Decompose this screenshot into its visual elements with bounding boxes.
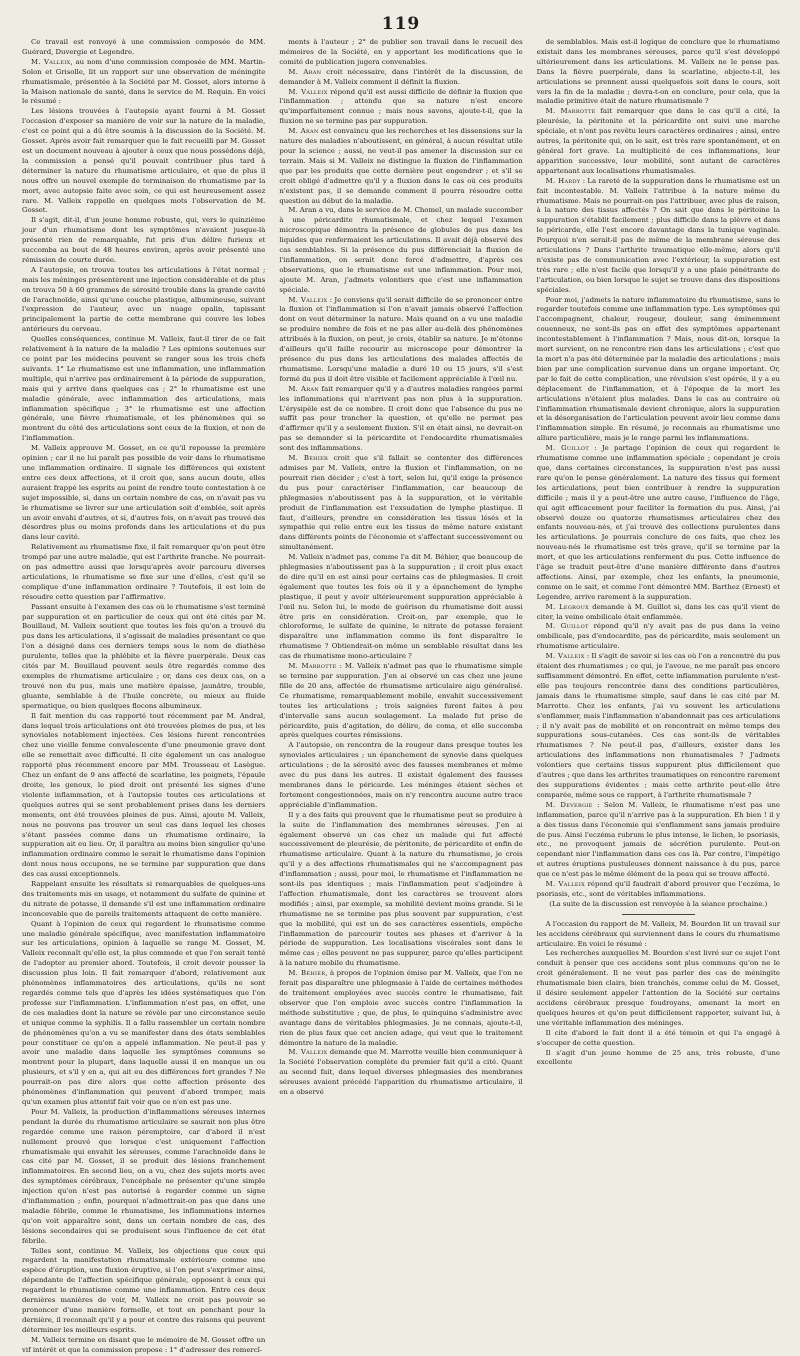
paragraph-text: Quant à l'opinion de ceux qui regardent le rhumatisme comme une maladie générale spécifique, avec manifestation inflammatoire sur les articulations, opinion à laquelle se range M. Gosset, M. Valleix reconnaît qu'elle est, la plus commode et que l'on serait tenté de l'adopter au premier abord. Toutefois, il croit devoir pousser la discussion plus loin. Il fait remarquer d'abord, relativement aux phénomènes inflammatoires des articulations, qu'ils ne sont regardés comme tels que d'après les idées systématiques que l'on professe sur l'inflammation. L'inflammation n'est pas, en effet, une de ces maladies dont la nature se révèle par une circonstance seule et unique comme la syphilis. Il a fallu rassembler un certain nombre de phénomènes qu'on a vu se manifester dans des états semblables pour constituer ce qu'on a appelé inflammation. Ne peut-il pas y avoir une maladie dans laquelle les symptômes communs se montrent pour la plupart, dans laquelle aussi il en manque un ou plusieurs, et s'il y en a, qui ait eu des différences fort grandes ? Ne pourrait-on pas dire alors que cette affection présente des phénomènes d'inflammation qui peuvent d'abord tromper, mais qu'un examen plus attentif fait voir que ce n'en est pas une.: [22, 919, 266, 1106]
paragraph: [22, 216, 265, 266]
paragraph: [22, 1108, 265, 1247]
speaker-name: M. Béhier: [288, 454, 329, 463]
paragraph-text: Quelles conséquences, continue M. Valleix, faut-il tirer de ce fait relativement à la nature de la maladie ? Les opinions soutenues sur ce point par les médecins peuvent se ranger sous les trois chefs suivants. 1° Le rhumatisme est une inflammation, une inflammation multiple, qui n'arrive pas ordinairement à la période de suppuration, mais qui y arrive dans quelques cas ; 2° le rhumatisme est une maladie générale, avec inflammation des articulations, mais inflammation spécifique ; 3° le rhumatisme est une affection générale, une fièvre rhumatismale, et les phénomènes qui se montrent du côté des articulations sont ceux de la fluxion, et non de l'inflammation.: [22, 335, 266, 443]
paragraph: [22, 603, 265, 712]
paragraph-text: répond qu'il faudrait d'abord prouver que l'eczéma, le psoriasis, etc., sont de véritables inflammations.: [536, 880, 780, 898]
paragraph: [279, 127, 522, 206]
paragraph-text: croit que s'il fallait se contenter des différences admises par M. Valleix, entre la fluxion et l'inflammation, on ne pourrait rien décider ; c'est à tort, selon lui, qu'il exige la présence du pus pour caractériser l'inflammation, car beaucoup de phlegmasies n'aboutissent pas à la suppuration, et le véritable produit de l'inflammation est l'exsudation de lymphe plastique. Il faut, d'ailleurs, prendre en considération les tissus lésés et la sympathie qui relie entre eux les tissus de même nature existant dans différents points de l'économie et s'affectant successivement ou simultanément.: [279, 454, 523, 552]
paragraph: [537, 920, 780, 950]
paragraph: [537, 900, 780, 910]
section-separator: [622, 914, 695, 915]
speaker-name: M. Devergie: [545, 800, 593, 809]
paragraph: [22, 38, 265, 58]
paragraph-text: Il y a des faits qui prouvent que le rhumatisme peut se produire à la suite de l'inflammation des membranes séreuses. J'en ai également observé un cas chez un malade qui fut affecté successivement de pleurésie, de péritonite, de péricardite et enfin de rhumatisme articulaire. Quant à la nature du rhumatisme, je crois qu'il y a des affections rhumatismales qui ne s'accompagnent pas d'inflammation ; aussi, pour moi, le rhumatisme et l'inflammation ne sont-ils pas identiques ; mais l'inflammation peut s'adjoindre à l'affection rhumatismale, dont les caractères se trouvent alors modifiés ; ainsi, par exemple, sa mobilité devient moins grande. Si le rhumatisme ne se termine pas plus souvent par suppuration, c'est que la mobilité, qui est un de ses caractères essentiels, empêche l'inflammation de parcourir toutes ses phases et d'arriver à la période de suppuration. Les localisations viscérales sont dans le même cas ; elles peuvent ne pas suppurer, parce qu'elles participent à la nature mobile du rhumatisme.: [279, 810, 523, 968]
paragraph-text: Pour M. Valleix, la production d'inflammations séreuses internes pendant la durée du rhumatisme articulaire se saurait non plus être regardée comme une raison péremptoire, car d'abord il n'est nullement prouvé que lorsque c'est uniquement l'affection rhumatismale qui envahit les séreuses, comme l'arachnoïde dans le cas cité par M. Gosset, il se produit des lésions franchement inflammatoires. En second lieu, on a vu, chez des sujets morts avec des symptômes cérébraux, l'encéphale ne présenter qu'une simple injection qu'on n'est pas autorisé à regarder comme un signe d'inflammation ; enfin, pourquoi n'admettrait-on pas que dans une maladie fébrile, comme le rhumatisme, les inflammations internes qu'on voit apparaître sont, dans un certain nombre de cas, des lésions secondaires qui se produisent sous l'influence de cet état fébrile.: [22, 1107, 266, 1245]
paragraph: [537, 880, 780, 900]
paragraph-text: demande à M. Guillot si, dans les cas qu'il vient de citer, la veine ombilicale était enflammée.: [536, 602, 780, 621]
paragraph: [537, 1029, 780, 1049]
column-left: [22, 38, 265, 1356]
paragraph: [279, 741, 522, 810]
speaker-name: M. Guillot: [545, 444, 589, 453]
column-middle: [279, 38, 522, 1356]
paragraph-text: (La suite de la discussion est renvoyée à la séance prochaine.): [549, 899, 768, 908]
paragraph: [22, 712, 265, 880]
paragraph-text: M. Aran a vu, dans le service de M. Chomel, un malade succomber à une péricardite rhumatismale, et chez lequel l'examen microscopique démontra la présence de globules de pus dans les liquides que renfermaient les articulations. Il avait déjà observé des cas semblables. Si la présence du pus différenciait la fluxion de l'inflammation, on serait donc forcé d'admettre, d'après ces observations, que le rhumatisme est une inflammation. Pour moi, ajoute M. Aran, j'admets volontiers que c'est une inflammation spéciale.: [279, 206, 523, 294]
paragraph: [537, 38, 780, 107]
paragraph-text: Les recherches auxquelles M. Bourdon s'est livré sur ce sujet l'ont conduit à penser que ces accidens sont plus communs qu'on ne le croit généralement. Il ne veut pas parler des cas de méningite rhumatismale bien clairs, bien tranchés, comme celui de M. Gosset, il désire seulement appeler l'attention de la Société sur certains accidens cérébraux presque foudroyans, amenant la mort en quelques heures et qu'on peut difficilement rapporter, suivant lui, à une véritable inflammation des méninges.: [536, 949, 780, 1027]
paragraph: [22, 266, 265, 335]
paragraph: [22, 1336, 265, 1356]
speaker-name: M. Béhier: [288, 969, 326, 978]
speaker-name: M. Valleix: [288, 1048, 328, 1057]
paragraph-text: Les lésions trouvées à l'autopsie ayant fourni à M. Gosset l'occasion d'exposer sa manière de voir sur la nature de la maladie, c'est ce point qui a dû être soumis à la discussion de la Société. M. Gosset. Après avoir fait remarquer que le fait recueilli par M. Gosset est un document nouveau à ajouter à ceux que nous possédons déjà, la commission a pensé qu'il pouvait contribuer plus tard à déterminer la nature du rhumatisme articulaire, et que de plus il nous offre un nouvel exemple de terminaison de rhumatisme par la mort, avec autopsie faite avec soin, ce qui est heureusement assez rare. M. Valleix rappelle en quelques mots l'observation de M. Gosset.: [22, 107, 266, 215]
paragraph: [279, 662, 522, 741]
speaker-name: M. Aran: [288, 384, 319, 393]
paragraph: [537, 107, 780, 176]
paragraph: [22, 880, 265, 920]
paragraph-text: Rappelant ensuite les résultats si remarquables de quelques-uns des traitements mis en usage, et notamment du sulfate de quinine et du nitrate de potasse, il demande s'il est une inflammation ordinaire inconcevable que de pareils traitements attaquent de cette manière.: [22, 880, 266, 918]
paragraph: [279, 553, 522, 662]
paragraph-text: Il fait mention du cas rapporté tout récemment par M. Andral, dans lequel trois articulations ont été trouvées pleines de pus, et les synoviales notablement injectées. Ces lésions furent rencontrées chez une vieille femme convalescente d'une pneumonie grave dont elle se remettait avec difficulté. Il cite également un cas analogue rapporté plus récemment encore par MM. Trousseau et Lasègue. Chez un enfant de 9 ans affecté de scarlatine, les poignets, l'épaule droite, les genoux, le pied droit ont présenté les signes d'une violente inflammation, et à l'autopsie toutes ces articulations et quelques autres qui se sont probablement prises dans les derniers moments, ont été trouvées pleines de pus. Ainsi, ajoute M. Valleix, nous ne pouvons pas trouver un seul cas dans lequel les choses s'étant passées comme dans un rhumatisme ordinaire, la suppuration ait eu lieu. Or, il paraîtra au moins bien singulier qu'une inflammation ordinaire comme le serait le rhumatisme dans l'opinion dont nous nous occupons, ne se termine par suppuration que dans des cas aussi exceptionnels.: [22, 711, 266, 879]
paragraph: [537, 622, 780, 652]
paragraph-text: fait remarquer que dans le cas qu'il a cité, la pleurésie, la péritonite et la péricardite ont suivi une marche spéciale, et n'ont pas revêtu leurs caractères ordinaires ; ainsi, entre autres, la péritonite qui, on le sait, est très rare spontanément, et en général fort grave. La multiplicité de ces inflammations, leur apparition successive, leur mobilité, sont autant de caractères appartenant aux localisations rhumatismales.: [536, 107, 780, 175]
paragraph: [22, 335, 265, 444]
paragraph: [537, 177, 780, 296]
paragraph: [279, 38, 522, 68]
paragraph: [279, 88, 522, 128]
paragraph: [279, 385, 522, 454]
paragraph: [22, 107, 265, 216]
speaker-name: M. Hardy: [545, 176, 581, 185]
paragraph: [537, 949, 780, 1028]
paragraph-text: : Je conviens qu'il serait difficile de se prononcer entre la fluxion et l'inflammation si l'on n'avait jamais observé l'affection dont on veut déterminer la nature. Mais quand on a vu une maladie se produire nombre de fois et ne pas aller au-delà des phénomènes attribués à la fluxion, on peut, je crois, établir sa nature. Je m'étonne d'ailleurs qu'il faille recourir au microscope pour démontrer la présence du pus dans les articulations des malades affectés de rhumatisme. Lorsqu'une maladie a duré 10 ou 15 jours, s'il s'est formé du pus il doit être visible et facilement appréciable à l'œil nu.: [279, 295, 523, 383]
paragraph: [537, 296, 780, 445]
speaker-name: M. Valleix: [545, 880, 585, 889]
paragraph-text: M. Valleix n'admet pas, comme l'a dit M. Béhier, que beaucoup de phlegmasies n'aboutissent pas à la suppuration ; il croit plus exact de dire qu'il en est ainsi pour certains cas de phlegmasies. Il croit également que toutes les fois où il y a épanchement de lymphe plastique, il peut y avoir ultérieurement suppuration appréciable à l'œil nu. Selon lui, le mode de guérison du rhumatisme doit aussi être pris en considération. Croit-on, par exemple, que le chloroforme, le sulfate de quinine, le nitrate de potasse feraient disparaître une inflammation comme ils font disparaître le rhumatisme ? Obtiendrait-on même un semblable résultat dans les cas de rhumatisme mono-articulaire ?: [279, 553, 523, 661]
paragraph: [279, 206, 522, 295]
paragraph-text: ments à l'auteur ; 2° de publier son travail dans le recueil des mémoires de la Société, en y apportant les modifications que le comité de publication jugera convenables.: [279, 38, 523, 66]
paragraph-text: A l'occasion du rapport de M. Valleix, M. Bourdon lit un travail sur les accidens cérébraux qui surviennent dans le cours du rhumatisme articulaire. En voici le résumé :: [536, 919, 780, 948]
paragraph: [537, 603, 780, 623]
paragraph-text: M. Valleix termine en disant que le mémoire de M. Gosset offre un vif intérêt et que la commission propose : 1° d'adresser des remercî-: [22, 1335, 266, 1354]
paragraph-text: de semblables. Mais est-il logique de conclure que le rhumatisme existait dans les membranes séreuses, parce qu'il s'est développé ultérieurement dans les articulations. M. Valleix ne le pense pas. Dans la fièvre puerpérale, dans la scarlatine, objecte-t-il, les articulations se prennent aussi quelquefois soit dans le cours, soit vers la fin de la maladie ; devra-t-on en conclure, pour cela, que la maladie primitive était de nature rhumatismale ?: [536, 38, 780, 106]
paragraph-text: Il cite d'abord le fait dont il a été témoin et qui l'a engagé à s'occuper de cette question.: [536, 1028, 780, 1047]
paragraph-text: Passant ensuite à l'examen des cas où le rhumatisme s'est terminé par suppuration et en particulier de ceux qui ont été cités par M. Bouillaud, M. Valleix soutient que toutes les fois qu'on a trouvé du pus dans les articulations, il s'agissait de maladies présentant ce que l'on a désigné dans ces derniers temps sous le nom de diathèse purulente, telles que la phlébite et la fièvre puerpérale. Deux cas cités par M. Bouillaud peuvent seuls être regardés comme des exemples de rhumatisme articulaire ; or, dans ces deux cas, on a trouvé non du pus, mais une matière épaisse, jaunâtre, trouble, gluante, semblable à de l'huile concrète, ou mieux au fluide spermatique, ou bien quelques flocons albumineux.: [22, 602, 266, 710]
speaker-name: M. Marrotte: [545, 107, 596, 116]
speaker-name: M. Valleix: [288, 295, 328, 304]
paragraph: [537, 652, 780, 801]
paragraph-text: croit nécessaire, dans l'intérêt de la discussion, de demander à M. Valleix comment il définit la fluxion.: [279, 67, 523, 86]
paragraph: [22, 58, 265, 108]
paragraph-text: A l'autopsie, on rencontra de la rougeur dans presque toutes les synoviales articulaires ; un épanchement de synovie dans quelques articulations ; de la sérosité avec des fausses membranes et même avec du pus dans les autres. Il existait également des fausses membranes dans le péricarde. Les méninges étaient sèches et fortement congestionnées, mais on n'y rencontra aucune autre trace appréciable d'inflammation.: [279, 741, 523, 809]
speaker-name: M. Legroux: [545, 602, 589, 611]
paragraph-text: , à propos de l'opinion émise par M. Valleix, que l'on ne ferait pas disparaître une phlegmasie à l'aide de certaines méthodes de traitement employées avec succès contre le rhumatisme, fait observer que l'on emploie avec succès contre l'inflammation la méthode substitutive ; que, de plus, le quinquina s'administre avec avantage dans de véritables phlegmasies. Je ne connais, ajoute-t-il, rien de plus faux que cet ancien adage, qui veut que le traitement démontre la nature de la maladie.: [279, 969, 523, 1047]
page-number: 119: [381, 14, 421, 34]
paragraph: [22, 920, 265, 1108]
paragraph: [279, 1048, 522, 1098]
paragraph-text: Telles sont, continue M. Valleix, les objections que ceux qui regardent la manifestation rhumatismale extérieure comme une espèce d'éruption, une fluxion éruptive, si l'on peut s'exprimer ainsi, dépendante de l'affection spécifique générale, opposent à ceux qui regardent le rhumatisme comme une inflammation. Entre ces deux dernières manières de voir, M. Valleix ne croit pas pouvoir se prononcer d'une manière formelle, et tout en penchant pour la dernière, il reconnaît qu'il y a pour et contre des raisons qui peuvent déterminer les meilleurs esprits.: [22, 1246, 266, 1334]
paragraph: [537, 444, 780, 603]
speaker-name: M. Marrotte: [288, 662, 337, 671]
paragraph-text: Il s'agit, dit-il, d'un jeune homme robuste, qui, vers le quinzième jour d'un rhumatisme dont les symptômes n'avaient jusque-là présenté rien de remarquable, fut pris d'un délire furieux et succomba au bout de 48 heures environ, après avoir présenté une rémission de courte durée.: [22, 216, 266, 264]
speaker-name: M. Valleix: [288, 87, 328, 96]
paragraph-text: Il s'agit d'un jeune homme de 25 ans, très robuste, d'une excellente: [536, 1048, 780, 1067]
paragraph: [537, 1049, 780, 1069]
paragraph-text: demande que M. Marrotte veuille bien communiquer à la Société l'observation complète du premier fait qu'il a cité. Quant au second fait, dans lequel diverses phlegmasies des membranes séreuses avaient précédé l'apparition du rhumatisme articulaire, il en a observé: [279, 1048, 523, 1097]
speaker-name: M. Aran: [288, 67, 322, 76]
paragraph: [22, 444, 265, 543]
paragraph-text: A l'autopsie, on trouva toutes les articulations à l'état normal ; mais les méninges présentèrent une injection considérable et de plus on trouva 50 à 60 grammes de sérosité trouble dans la grande cavité de l'arachnoïde, ainsi qu'une couche plastique, albumineuse, suivant l'expression de l'auteur, avec un nuage opalin, tapissant principalement la partie de cette membrane qui couvre les lobes antérieurs du cerveau.: [22, 265, 266, 334]
paragraph-text: fait remarquer qu'il y a d'autres maladies rangées parmi les inflammations qui n'arrivent pas non plus à la suppuration. L'érysipèle est de ce nombre. Il croit donc que l'absence du pus ne suffit pas pour trancher la question, et qu'elle ne permet pas d'affirmer qu'il y a seulement fluxion. S'il en était ainsi, ne devrait-on pas se demander si la péricardite et l'endocardite rhumatismales sont des inflammations.: [279, 384, 523, 453]
column-right: [537, 38, 780, 1356]
paragraph: [279, 296, 522, 385]
paragraph-text: répond qu'il est aussi difficile de définir la fluxion que l'inflammation ; attendu que sa nature n'est encore qu'imparfaitement connue ; mais nous savons, ajoute-t-il, que la fluxion ne se termine pas par suppuration.: [279, 87, 523, 126]
paragraph: [279, 811, 522, 970]
paragraph: [279, 68, 522, 88]
paragraph: [537, 801, 780, 880]
speaker-name: M. Valleix: [31, 57, 71, 66]
paragraph-text: : La rareté de la suppuration dans le rhumatisme est un fait incontestable. M. Valleix l'attribue à la nature même du rhumatisme. Mais ne pourrait-on pas l'attribuer, avec plus de raison, à la nature des tissus affectés ? On sait que dans le péritoine la suppuration s'établit facilement ; plus difficile dans la plèvre et dans le péricarde, elle l'est encore davantage dans la tunique vaginale. Pourquoi n'en serait-il pas de même de la membrane séreuse des articulations ? Dans l'arthrite traumatique elle-même, alors qu'il n'existe pas de communication avec l'extérieur, la suppuration est très rare ; elle n'est facile que lorsqu'il y a une plaie pénétrante de l'articulation, ou bien lorsque le sujet se trouve dans des dispositions spéciales.: [536, 176, 780, 294]
paragraph-text: est convaincu que les recherches et les dissensions sur la nature des maladies n'aboutissent, en général, à aucun résultat utile pour la science ; aussi, ne veut-il pas amener la discussion sur ce terrain. Mais si M. Valleix ne distingue la fluxion de l'inflammation que par les produits que cette dernière peut engendrer ; et s'il se croit obligé d'admettre qu'il y a fluxion dans le cas où ces produits n'existent pas, il se demande comment il pourra résoudre cette question au début de la maladie.: [279, 127, 523, 205]
paragraph-text: Pour moi, j'admets la nature inflammatoire du rhumatisme, sans le regarder toutefois comme une inflammation type. Les symptômes qui l'accompagnent, chaleur, rougeur, douleur, sang éminemment couenneux, ne sont-ils pas en effet des symptômes appartenant incontestablement à l'inflammation ? Mais, nous dit-on, lorsque la mort survient, on ne rencontre rien dans les articulations ; c'est que la mort n'a pas été déterminée par la maladie des articulations ; mais bien par une complication survenue dans un organe important. Or, par le fait de cette complication, une révulsion s'est opérée, il y a eu déplacement de l'inflammation, et à l'époque de la mort les articulations n'étaient plus malades. Dans le cas au contraire où l'inflammation rhumatismale devient chronique, alors la suppuration et la désorganisation de l'articulation peuvent avoir lieu comme dans l'inflammation simple. En résumé, je reconnais au rhumatisme une allure particulière, mais je le range parmi les inflammations.: [536, 295, 780, 443]
paragraph-text: : Selon M. Valleix, le rhumatisme n'est pas une inflammation, parce qu'il n'arrive pas à la suppuration. Eh bien ! il y a des tissus dans l'économie qui s'enflamment sans jamais produire de pus. Ainsi l'eczéma rubrum le plus intense, le lichen, le psoriasis, etc., ne provoquent jamais de sécrétion purulente. Peut-on cependant nier l'inflammation dans ces cas là. Par contre, l'impétigo et autres éruptions pustuleuses donnent naissance à du pus, parce que ce n'est pas le même élément de la peau qui se trouve affecté.: [536, 800, 780, 879]
paragraph: [22, 1247, 265, 1336]
speaker-name: M. Valleix: [545, 652, 585, 661]
paragraph: [279, 454, 522, 553]
paragraph-text: M. Valleix approuve M. Gosset, en ce qu'il repousse la première opinion ; car il ne lui paraît pas possible de voir dans le rhumatisme une inflammation ordinaire. Il signale les différences qui existent entre ces deux affections, et il croit que, sans aucun doute, elles auraient frappé les esprits au point de rendre toute contestation à ce sujet impossible, si, dans un certain nombre de cas, on n'avait pas vu le rhumatisme se livrer sur une articulation soit d'emblée, soit après un avoir envahi d'autres, et si, d'autres fois, on n'avait pas trouvé des désordres plus ou moins profonds dans les articulations et du pus dans leur cavité.: [22, 444, 266, 542]
paragraph-text: : M. Valleix n'admet pas que le rhumatisme simple se termine par suppuration. J'en ai observé un cas chez une jeune fille de 20 ans, affectée de rhumatisme articulaire aigu généralisé. Ce rhumatisme, remarquablement mobile, envahit successivement toutes les articulations ; trois saignées furent faites à peu d'intervalle sans aucun soulagement. La malade fut prise de péricardite, puis d'agitation, de délire, de coma, et elle succomba après quelques courtes rémissions.: [279, 662, 523, 740]
paragraph-text: , au nom d'une commission composée de MM. Martin-Solon et Grisolle, lit un rapport sur une observation de méningite rhumatismale, présentée à la Société par M. Gosset, alors interne à la Maison nationale de santé, dans le service de M. Requin. En voici le résumé :: [22, 57, 266, 106]
text-columns: [22, 38, 780, 1354]
speaker-name: M. Guillot: [545, 622, 589, 631]
paragraph-text: : Il s'agit de savoir si les cas où l'on a rencontré du pus étaient des rhumatismes ; ce qui, je l'avoue, ne me paraît pas encore suffisamment démontré. En effet, cette inflammation purulente n'est-elle pas toujours rencontrée dans des conditions particulières, jamais dans le rhumatisme simple, sauf dans le cas cité par M. Marrotte. Chez les enfants, j'ai vu souvent les articulations s'enflammer, mais l'inflammation n'abandonnait pas ces articulations ; il n'y avait pas de mobilité et on rencontrait en même temps des suppurations sous-cutanées. Ces cas sont-ils de véritables rhumatismes ? Ne peut-il pas, d'ailleurs, exister dans les articulations des inflammations non rhumatismales ? J'admets volontiers que certains tissus suppurent plus difficilement que d'autres ; que dans les arthrites traumatiques on rencontre rarement des suppurations évidentes ; mais cette arthrite peut-elle être comparée, même sous ce rapport, à l'arthrite rhumatismale ?: [536, 652, 780, 799]
paragraph-text: : Je partage l'opinion de ceux qui regardent le rhumatisme comme une inflammation spéciale ; cependant je crois que, dans certaines circonstances, la suppuration n'est pas aussi rare qu'on le pense généralement. La nature des tissus qui forment les articulations, peut bien contribuer à rendre la suppuration difficile ; mais il y a peut-être une autre cause, l'influence de l'âge, qui agit efficacement pour faciliter la formation du pus. Ainsi, j'ai observé douze ou quatorze rhumatismes articulaires chez des enfants nouveau-nés, et j'ai trouvé des collections purulentes dans les articulations. Je pourrais conclure de ces faits, que chez les nouveau-nés le rhumatisme est très grave, qu'il se termine par la mort, et que les articulations renferment du pus. Cette influence de l'âge se traduit peut-être d'une manière différente dans d'autres affections. Ainsi, par exemple, chez les enfants, la pneumonie, comme on le sait, et comme l'ont démontré MM. Barthez (Ernest) et Legendre, arrive rarement à la suppuration.: [536, 444, 780, 601]
speaker-name: M. Aran: [288, 127, 319, 136]
paragraph-text: répond qu'il n'y avait pas de pus dans la veine ombilicale, pas d'endocardite, pas de péricardite, mais seulement un rhumatisme articulaire.: [536, 622, 780, 651]
paragraph-text: Relativement au rhumatisme fixe, il fait remarquer qu'on peut être trompé par une autre maladie, qui est l'arthrite franche. Ne pourrait-on pas admettre aussi que lorsqu'après avoir parcouru diverses articulations, le rhumatisme se fixe sur une d'elles, c'est qu'il se complique d'une inflammation ordinaire ? Toutefois, il est loin de résoudre cette question par l'affirmative.: [22, 543, 266, 601]
paragraph-text: Ce travail est renvoyé à une commission composée de MM. Guérard, Duvergie et Legendre.: [22, 38, 266, 56]
paragraph: [279, 969, 522, 1048]
paragraph: [22, 543, 265, 602]
